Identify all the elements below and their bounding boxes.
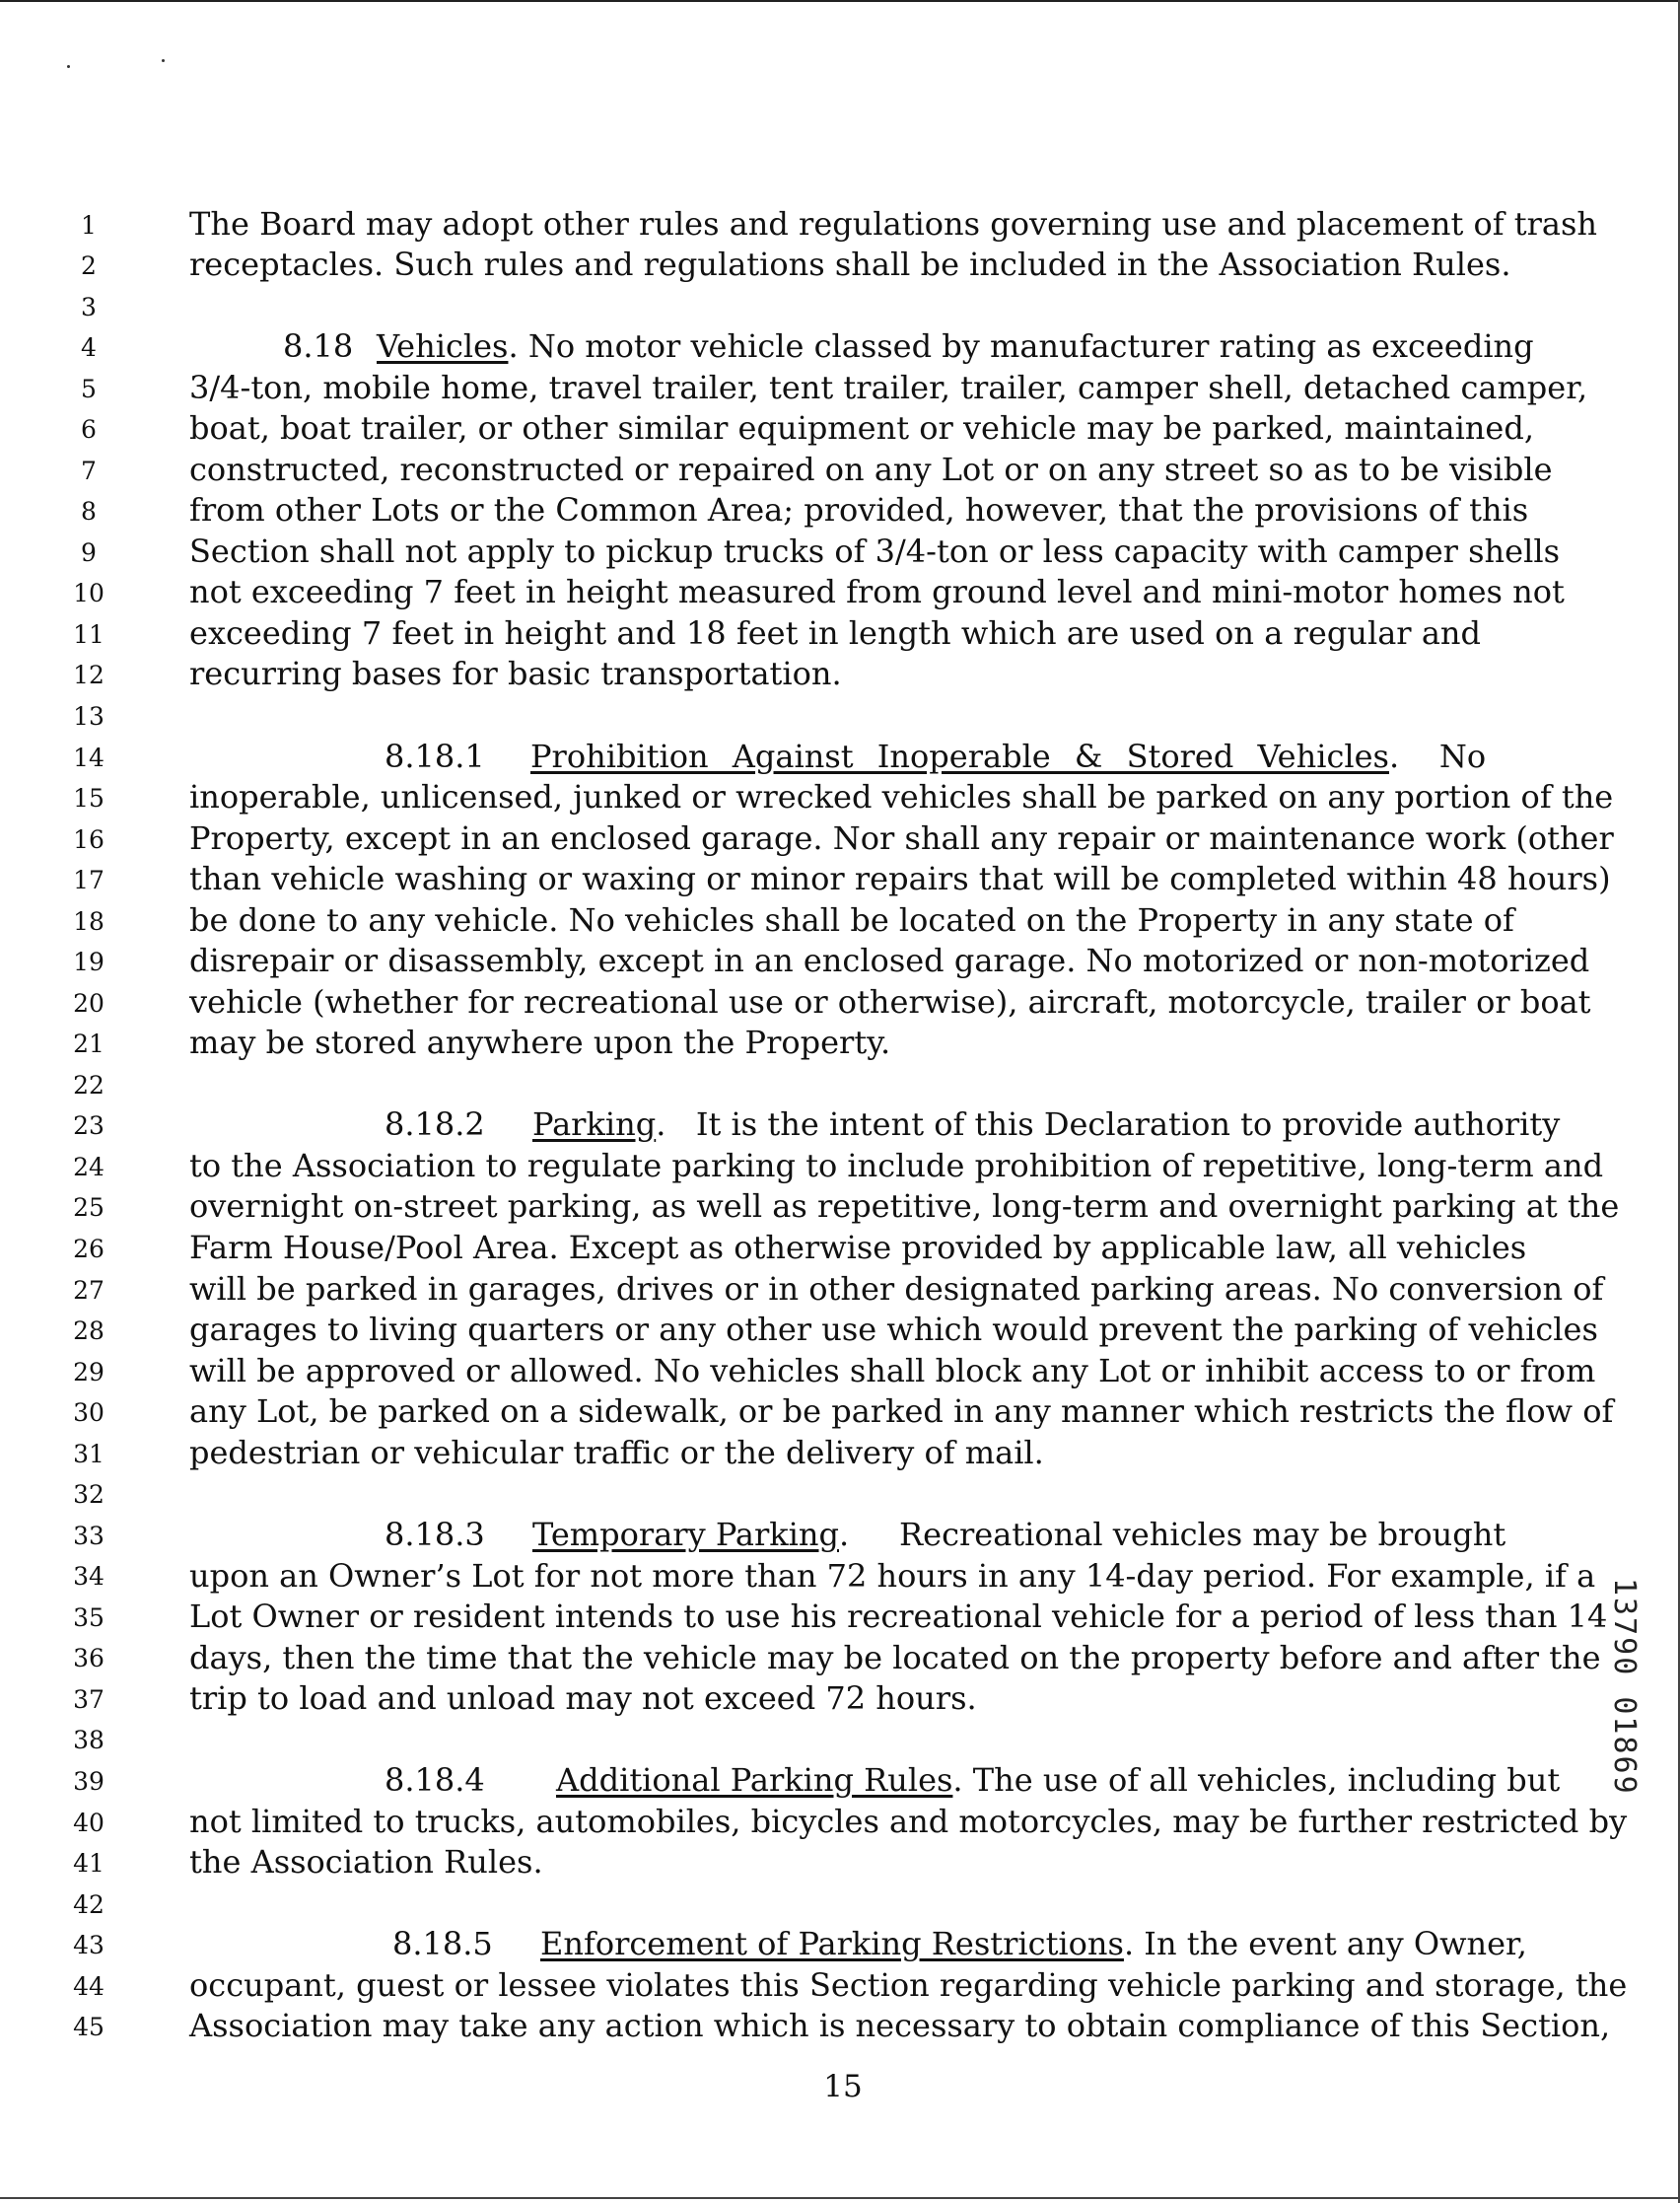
line-number: 22 [73, 1071, 105, 1100]
line-number: 20 [73, 989, 105, 1018]
section-number: 8.18.5 [392, 1925, 493, 1962]
section-8-18-5-heading-line [189, 1923, 1527, 1964]
body-line: receptacles. Such rules and regulations shall be included in the Association Rules. [189, 246, 1511, 283]
body-line: 3/4-ton, mobile home, travel trailer, tent trailer, trailer, camper shell, detached camper, [189, 369, 1588, 406]
body-line: vehicle (whether for recreational use or otherwise), aircraft, motorcycle, trailer or boat [189, 983, 1591, 1021]
recording-stamp [1607, 1578, 1642, 1796]
body-line: be done to any vehicle. No vehicles shall be located on the Property in any state of [189, 901, 1514, 939]
line-number: 41 [73, 1849, 105, 1878]
line-number: 18 [73, 907, 105, 936]
body-line: The Board may adopt other rules and regulations governing use and placement of trash [189, 205, 1598, 243]
body-line: Property, except in an enclosed garage. Nor shall any repair or maintenance work (other [189, 819, 1614, 857]
line-number: 36 [73, 1644, 105, 1672]
line-number: 42 [73, 1890, 105, 1919]
line-number: 6 [81, 415, 97, 444]
body-line: not exceeding 7 feet in height measured from ground level and mini-motor homes not [189, 573, 1565, 610]
body-line: will be approved or allowed. No vehicles shall block any Lot or inhibit access to or from [189, 1352, 1596, 1389]
line-number: 21 [73, 1030, 105, 1058]
section-number: 8.18.3 [385, 1516, 485, 1553]
line-number: 23 [73, 1111, 105, 1140]
body-line: any Lot, be parked on a sidewalk, or be parked in any manner which restricts the flow of [189, 1392, 1614, 1430]
body-line: from other Lots or the Common Area; provided, however, that the provisions of this [189, 491, 1529, 529]
section-number: 8.18 [283, 327, 354, 365]
section-lead-text: . No motor vehicle classed by manufacturer rating as exceeding [508, 327, 1534, 365]
body-line: than vehicle washing or waxing or minor repairs that will be completed within 48 hours) [189, 860, 1611, 897]
body-line: Section shall not apply to pickup trucks of 3/4-ton or less capacity with camper shells [189, 533, 1560, 570]
section-number: 8.18.4 [385, 1761, 485, 1799]
section-lead-text: . No [1388, 738, 1487, 775]
line-number: 14 [73, 744, 105, 772]
section-title: Parking [532, 1105, 657, 1143]
line-number: 45 [73, 2013, 105, 2041]
line-number: 37 [73, 1685, 105, 1714]
body-line: not limited to trucks, automobiles, bicycles and motorcycles, may be further restricted by [189, 1803, 1628, 1840]
line-number: 4 [81, 333, 97, 362]
section-lead-text: . The use of all vehicles, including but [952, 1761, 1561, 1799]
recording-stamp-text: 13790 01869 [1607, 1578, 1642, 1796]
section-lead-text: . It is the intent of this Declaration to provide authority [656, 1105, 1561, 1143]
section-title: Additional Parking Rules [556, 1761, 953, 1799]
body-line: will be parked in garages, drives or in other designated parking areas. No conversion of [189, 1270, 1604, 1308]
line-number: 15 [73, 784, 105, 813]
line-number: 1 [81, 211, 97, 240]
line-number: 29 [73, 1358, 105, 1386]
section-lead-text: . Recreational vehicles may be brought [839, 1516, 1506, 1553]
body-line: the Association Rules. [189, 1843, 543, 1881]
section-8-18-2-heading-line [189, 1103, 1561, 1145]
section-title: Vehicles [377, 327, 509, 365]
body-line: boat, boat trailer, or other similar equipment or vehicle may be parked, maintained, [189, 409, 1534, 447]
section-8-18-1-heading-line [189, 736, 1487, 777]
body-line: constructed, reconstructed or repaired on any Lot or on any street so as to be visible [189, 451, 1553, 488]
body-line: Association may take any action which is necessary to obtain compliance of this Section, [189, 2007, 1611, 2044]
line-number: 24 [73, 1153, 105, 1181]
line-number: 19 [73, 948, 105, 976]
section-title: Temporary Parking [532, 1516, 839, 1553]
section-8-18-4-heading-line [189, 1759, 1561, 1801]
body-line: overnight on-street parking, as well as repetitive, long-term and overnight parking at the [189, 1187, 1620, 1225]
body-line: days, then the time that the vehicle may be located on the property before and after the [189, 1639, 1601, 1676]
section-number: 8.18.2 [385, 1105, 485, 1143]
line-number: 40 [73, 1809, 105, 1837]
body-line: recurring bases for basic transportation. [189, 655, 842, 692]
body-line: occupant, guest or lessee violates this Section regarding vehicle parking and storage, the [189, 1966, 1628, 2004]
body-line: to the Association to regulate parking to include prohibition of repetitive, long-term and [189, 1147, 1604, 1184]
line-number: 5 [81, 375, 97, 403]
body-line: exceeding 7 feet in height and 18 feet in length which are used on a regular and [189, 614, 1481, 652]
body-line: inoperable, unlicensed, junked or wrecked vehicles shall be parked on any portion of the [189, 778, 1614, 816]
line-number: 8 [81, 497, 97, 526]
line-number: 32 [73, 1480, 105, 1509]
section-8-18-heading-line [189, 325, 1534, 367]
line-number: 39 [73, 1767, 105, 1796]
section-number: 8.18.1 [385, 738, 485, 775]
body-line: pedestrian or vehicular traffic or the delivery of mail. [189, 1434, 1044, 1471]
line-number: 10 [73, 579, 105, 607]
body-line: Farm House/Pool Area. Except as otherwise provided by applicable law, all vehicles [189, 1229, 1527, 1266]
line-number: 27 [73, 1276, 105, 1305]
line-number: 34 [73, 1562, 105, 1591]
body-line: upon an Owner’s Lot for not more than 72 hours in any 14-day period. For example, if a [189, 1557, 1596, 1595]
line-number: 33 [73, 1522, 105, 1550]
line-number: 17 [73, 866, 105, 894]
body-line: may be stored anywhere upon the Property. [189, 1024, 891, 1061]
line-number: 9 [81, 538, 97, 567]
line-number: 16 [73, 825, 105, 854]
line-number: 7 [81, 457, 97, 485]
line-number: 25 [73, 1193, 105, 1222]
body-line: disrepair or disassembly, except in an enclosed garage. No motorized or non-motorized [189, 942, 1590, 979]
line-number: 2 [81, 251, 97, 280]
section-lead-text: . In the event any Owner, [1123, 1925, 1527, 1962]
body-line: garages to living quarters or any other use which would prevent the parking of vehicles [189, 1311, 1598, 1348]
section-8-18-3-heading-line [189, 1514, 1506, 1555]
line-number: 30 [73, 1398, 105, 1427]
line-number: 11 [73, 620, 105, 649]
line-number: 38 [73, 1726, 105, 1754]
page-number: 15 [823, 2069, 863, 2104]
line-number: 3 [81, 293, 97, 321]
line-number: 12 [73, 661, 105, 689]
section-title: Enforcement of Parking Restrictions [540, 1925, 1124, 1962]
line-number: 31 [73, 1440, 105, 1468]
line-number: 28 [73, 1316, 105, 1345]
line-number: 26 [73, 1235, 105, 1263]
line-number: 13 [73, 702, 105, 731]
section-title: Prohibition Against Inoperable & Stored Vehicles [530, 738, 1389, 775]
line-number: 43 [73, 1931, 105, 1959]
body-line: trip to load and unload may not exceed 72 hours. [189, 1679, 977, 1717]
line-number: 35 [73, 1603, 105, 1632]
body-line: Lot Owner or resident intends to use his recreational vehicle for a period of less than 14 [189, 1598, 1608, 1635]
line-number: 44 [73, 1972, 105, 2001]
